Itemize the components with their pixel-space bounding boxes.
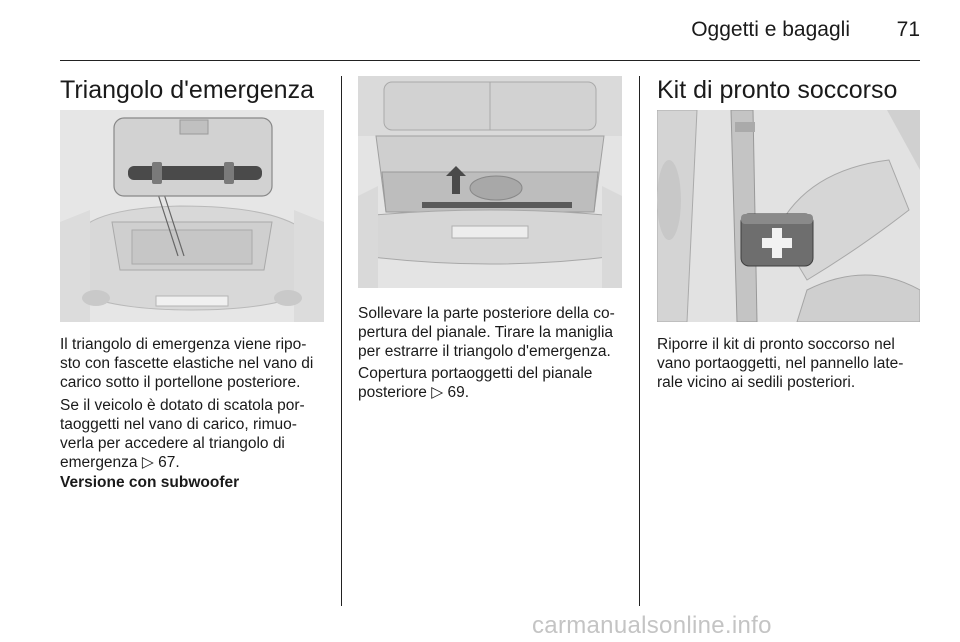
watermark: carmanualsonline.info — [532, 612, 772, 639]
header-rule — [60, 60, 920, 61]
column-divider — [639, 76, 640, 606]
illustration-rear-hatch — [60, 110, 324, 322]
paragraph: Riporre il kit di pronto soccorso nel vano portaoggetti, nel pannello late- rale vicino ai sedili posteriori. — [657, 336, 904, 391]
column-divider — [341, 76, 342, 606]
paragraph: Copertura portaoggetti del pianale posteriore ▷ 69. — [358, 365, 593, 401]
illustration-side-panel — [657, 110, 920, 322]
section-heading-first-aid: Kit di pronto soccorso — [657, 76, 898, 104]
paragraph: Sollevare la parte posteriore della co- pertura del pianale. Tirare la maniglia per estrarre il triangolo d'emergenza. — [358, 305, 615, 360]
page-number: 71 — [896, 18, 920, 41]
paragraph: Il triangolo di emergenza viene ripo- sto con fascette elastiche nel vano di carico sotto il portellone posteriore. — [60, 336, 314, 391]
section-heading-triangle: Triangolo d'emergenza — [60, 76, 314, 104]
subheading-subwoofer: Versione con subwoofer — [60, 474, 240, 491]
paragraph: Se il veicolo è dotato di scatola por- taoggetti nel vano di carico, rimuo- verla per accedere al triangolo di emergenza ▷ 67. — [60, 397, 305, 471]
figure-warning-triangle — [60, 110, 324, 322]
figure-first-aid-kit — [657, 110, 920, 322]
illustration-cargo-area — [358, 76, 622, 288]
running-header-title: Oggetti e bagagli — [691, 18, 850, 41]
figure-floor-cover — [358, 76, 622, 288]
